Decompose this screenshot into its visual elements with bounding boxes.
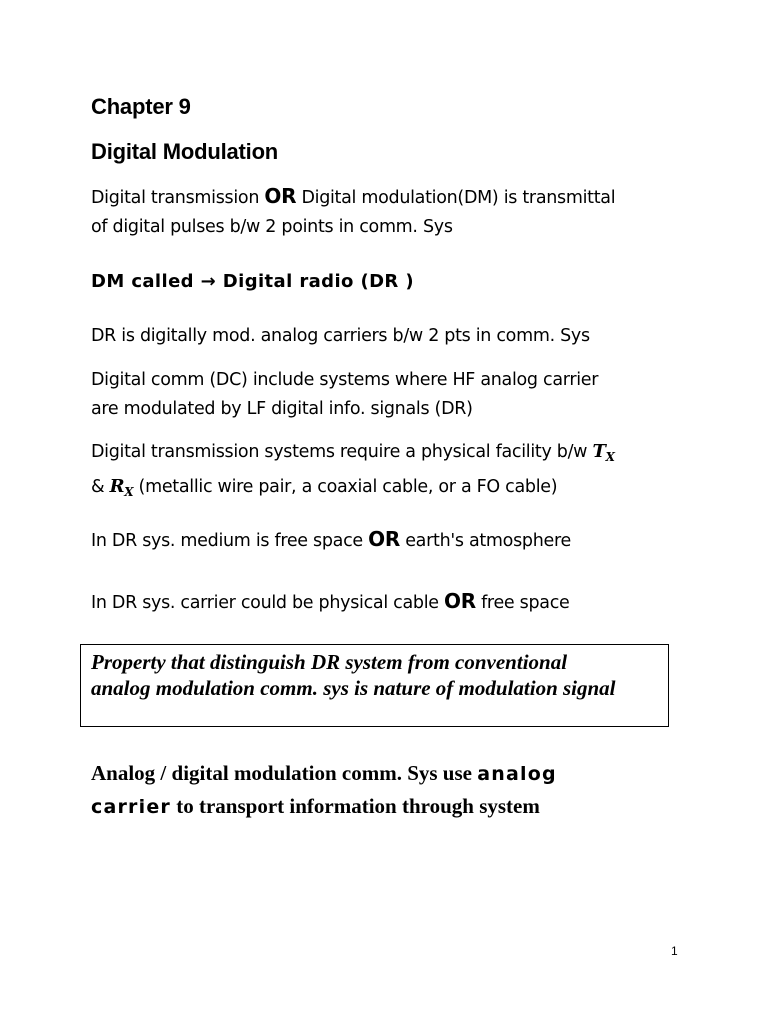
- paragraph-dm-called: DM called → Digital radio (DR ): [91, 271, 414, 292]
- page-number: 1: [671, 944, 678, 958]
- paragraph-carrier: In DR sys. carrier could be physical cable OR free space: [91, 589, 570, 613]
- or-keyword: OR: [264, 184, 297, 208]
- analog-keyword: analog: [477, 763, 557, 785]
- paragraph-analog-carrier: Analog / digital modulation comm. Sys use analog carrier to transport information through system: [91, 761, 557, 818]
- carrier-keyword: carrier: [91, 796, 171, 818]
- chapter-label: Chapter 9: [91, 94, 191, 119]
- or-keyword: OR: [368, 527, 400, 551]
- or-keyword: OR: [444, 589, 476, 613]
- paragraph-dm-definition: Digital transmission OR Digital modulation(DM) is transmittal of digital pulses b/w 2 points in comm. Sys: [91, 184, 616, 237]
- page-title: Digital Modulation: [91, 139, 279, 164]
- definition-box: Property that distinguish DR system from conventional analog modulation comm. sys is nature of modulation signal: [80, 644, 669, 727]
- paragraph-medium: In DR sys. medium is free space OR earth's atmosphere: [91, 527, 571, 551]
- rx-symbol: $R_X$: [109, 476, 134, 499]
- paragraph-physical-facility: Digital transmission systems require a physical facility b/w $T_X$ & $R_X$ (metallic wire pair, a coaxial cable, or a FO cable): [91, 441, 615, 499]
- tx-symbol: $T_X$: [592, 441, 615, 464]
- paragraph-dr-definition: DR is digitally mod. analog carriers b/w 2 pts in comm. Sys: [91, 326, 590, 346]
- paragraph-dc-definition: Digital comm (DC) include systems where HF analog carrier are modulated by LF digital info. signals (DR): [91, 370, 599, 419]
